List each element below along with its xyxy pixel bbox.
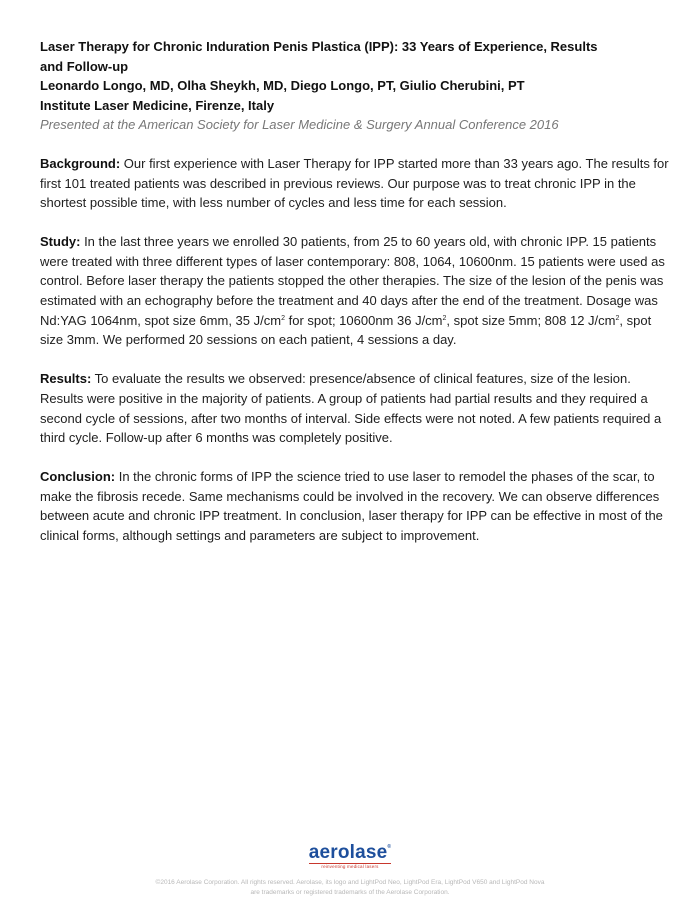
superscript-2: 2 — [615, 314, 620, 322]
legal-line-2: are trademarks or registered trademarks of the Aerolase Corporation. — [250, 889, 450, 896]
section-text-background: Our first experience with Laser Therapy for IPP started more than 33 years ago. The results for first 101 treated patients was described in previous reviews. Our purpose was to treat chronic IPP in the shortest possible time, with less number of cycles and less time for each session. — [40, 156, 669, 211]
section-text-study-2: for spot; 10600nm 36 J/cm — [284, 312, 443, 328]
title-line-1: Laser Therapy for Chronic Induration Penis Plastica (IPP): 33 Years of Experience, Results — [40, 39, 598, 54]
section-text-study-4: , spot size 3mm. We performed 20 sessions on each patient, 4 sessions a day. — [40, 312, 652, 348]
institute: Institute Laser Medicine, Firenze, Italy — [40, 97, 275, 113]
header-block — [40, 37, 670, 135]
superscript-2: 2 — [442, 314, 447, 322]
section-text-conclusion: In the chronic forms of IPP the science tried to use laser to remodel the phases of the scar, to make the fibrosis recede. Same mechanisms could be involved in the recovery. We can observe differences between acute and chronic IPP treatment. In conclusion, laser therapy for IPP can be effective in most of the clinical forms, although settings and parameters are subject to improvement. — [40, 469, 663, 543]
legal-notice — [0, 878, 700, 898]
authors: Leonardo Longo, MD, Olha Sheykh, MD, Diego Longo, PT, Giulio Cherubini, PT — [40, 78, 525, 93]
section-text-study-1: In the last three years we enrolled 30 patients, from 25 to 60 years old, with chronic IPP. 15 patients were treated with three different types of laser contemporary: 808, 1064, 10600nm. 15 patients were used as control. Before laser therapy the patients stopped the other therapies. The size of the lesion of the penis was estimated with an echography before the treatment and 40 days after the end of the treatment. Dosage was Nd:YAG 1064nm, spot size 6mm, 35 J/cm — [40, 234, 665, 328]
section-label-background: Background: — [40, 156, 121, 171]
section-conclusion — [40, 467, 670, 545]
section-study — [40, 232, 670, 350]
logo-text: aerolase — [308, 842, 388, 863]
document-page — [40, 37, 670, 546]
section-results — [40, 369, 670, 447]
aerolase-logo — [309, 838, 392, 870]
section-label-study: Study: — [40, 234, 81, 250]
section-background — [40, 154, 670, 213]
footer — [0, 838, 700, 898]
registered-mark-icon: ® — [387, 844, 392, 850]
section-label-results: Results: — [40, 371, 92, 387]
title-line-2: and Follow-up — [40, 58, 129, 74]
presented-at: Presented at the American Society for Laser Medicine & Surgery Annual Conference 2016 — [40, 117, 559, 132]
section-text-study-3: , spot size 5mm; 808 12 J/cm — [446, 312, 616, 328]
section-text-results: To evaluate the results we observed: presence/absence of clinical features, size of the lesion. Results were positive in the majority of patients. A group of patients had partial results and they required a second cycle of sessions, after two months of interval. Side effects were not noted. A few patients required a third cycle. Follow-up after 6 months was completely positive. — [40, 371, 662, 446]
paper-title — [40, 37, 670, 76]
logo-tagline: reinventing medical lasers — [321, 864, 379, 869]
superscript-2: 2 — [281, 314, 285, 322]
logo-wordmark — [309, 838, 392, 862]
legal-line-1: ©2016 Aerolase Corporation. All rights reserved. Aerolase, its logo and LightPod Neo, LightPod Era, LightPod V650 and LightPod Nova — [155, 879, 545, 886]
section-label-conclusion: Conclusion: — [40, 469, 116, 485]
